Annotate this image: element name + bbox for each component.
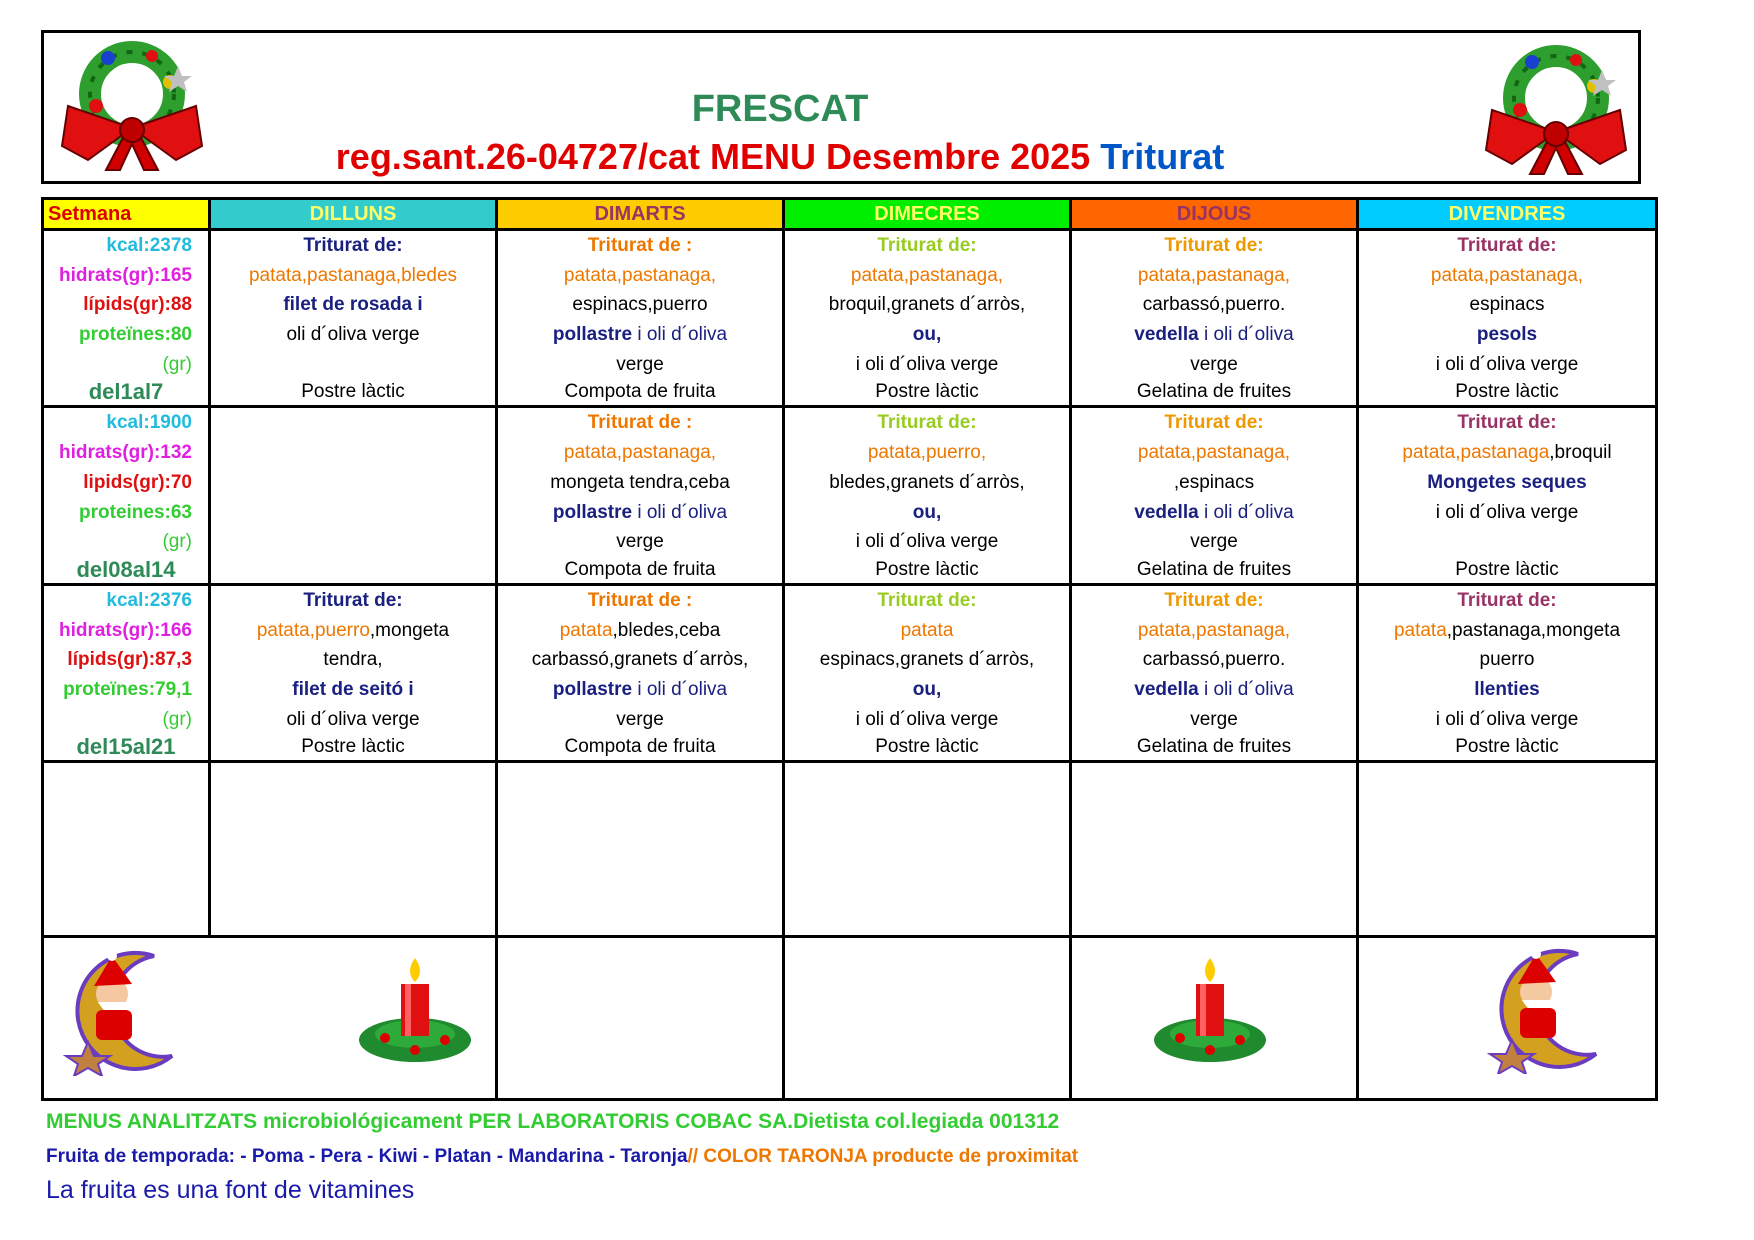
- meal-cell: [497, 407, 784, 584]
- decoration-cell: [784, 937, 1071, 1100]
- meal-line: [1072, 616, 1356, 646]
- meal-text: ,pastanaga,mongeta: [1446, 619, 1621, 641]
- decoration-row: [43, 937, 1657, 1100]
- meal-text: vedella: [1134, 501, 1199, 523]
- week-lipids: lípids(gr):87,3: [67, 649, 192, 671]
- meal-line: [1072, 290, 1356, 320]
- meal-text: patata,pastanaga,: [1137, 264, 1291, 286]
- meal-line: [1359, 408, 1655, 438]
- meal-line: [211, 350, 495, 380]
- meal-text: Postre làctic: [1455, 736, 1559, 758]
- meal-text: patata,pastanaga,: [1137, 442, 1291, 464]
- meal-line: [1359, 231, 1655, 261]
- meal-line: [1359, 290, 1655, 320]
- week-proteines: proteïnes:80: [79, 324, 192, 346]
- meal-line: [1359, 705, 1655, 735]
- meal-text: i oli d´oliva verge: [1435, 353, 1579, 375]
- meal-line: [498, 734, 782, 760]
- meal-text: patata: [900, 619, 954, 641]
- meal-line: [1072, 645, 1356, 675]
- page-title: [0, 136, 1560, 178]
- meal-text: broquil,granets d´arròs,: [828, 294, 1026, 316]
- meal-text: Gelatina de fruites: [1136, 381, 1292, 403]
- meal-text: filet de seitó i: [292, 678, 414, 700]
- meal-line: [498, 498, 782, 528]
- meal-line: [211, 320, 495, 350]
- meal-text: puerro: [1479, 649, 1535, 671]
- meal-cell: [210, 230, 497, 407]
- meal-line: [1359, 468, 1655, 498]
- meal-text: pesols: [1476, 324, 1538, 346]
- meal-line: [1072, 734, 1356, 760]
- meal-text: patata,puerro: [256, 619, 370, 641]
- day-header-divendres: DIVENDRES: [1358, 199, 1657, 230]
- meal-text: patata,pastanaga,: [1137, 619, 1291, 641]
- meal-text: ,broquil: [1549, 442, 1612, 464]
- meal-cell: [1071, 584, 1358, 761]
- meal-line: [785, 320, 1069, 350]
- meal-text: llenties: [1474, 678, 1540, 700]
- meal-text: patata,pastanaga,: [563, 442, 717, 464]
- meal-text: Triturat de:: [877, 235, 977, 256]
- week-row: [43, 230, 1657, 407]
- meal-line: [498, 675, 782, 705]
- meal-line: [211, 557, 495, 583]
- meal-line: [1072, 675, 1356, 705]
- meal-text: pollastre: [552, 324, 633, 346]
- meal-text: Compota de fruita: [564, 736, 716, 758]
- meal-line: [498, 645, 782, 675]
- meal-text: Triturat de:: [303, 235, 403, 256]
- meal-text: tendra,: [323, 649, 383, 671]
- meal-text: filet de rosada i: [283, 294, 423, 316]
- week-hidrats: hidrats(gr):132: [58, 442, 192, 464]
- seasonal-fruit-note: [46, 1146, 1078, 1168]
- meal-line: [211, 408, 495, 438]
- decoration-cell: [497, 937, 784, 1100]
- meal-line: [785, 586, 1069, 616]
- meal-line: [785, 734, 1069, 760]
- meal-line: [1072, 350, 1356, 380]
- meal-text: Postre làctic: [875, 558, 979, 580]
- meal-cell: [210, 584, 497, 761]
- meal-text: Triturat de:: [1164, 589, 1264, 611]
- meal-text: vedella: [1134, 678, 1199, 700]
- meal-cell: [784, 230, 1071, 407]
- meal-text: pollastre: [552, 678, 633, 700]
- meal-text: Triturat de:: [877, 589, 977, 611]
- meal-text: Postre làctic: [1455, 381, 1559, 403]
- week-kcal: kcal:1900: [106, 412, 192, 434]
- meal-text: Triturat de:: [303, 589, 403, 611]
- title-prefix: reg.sant.26-04727/cat MENU Desembre 2025: [335, 136, 1091, 177]
- week-range: del08al14: [76, 556, 176, 582]
- meal-text: oli d´oliva verge: [286, 708, 420, 730]
- meal-line: [1359, 261, 1655, 291]
- meal-line: [1072, 586, 1356, 616]
- meal-line: [1359, 616, 1655, 646]
- meal-text: espinacs,puerro: [572, 294, 708, 316]
- meal-text: ,espinacs: [1173, 471, 1255, 493]
- week-kcal: kcal:2376: [106, 589, 192, 611]
- meal-line: [1072, 320, 1356, 350]
- meal-line: [1072, 557, 1356, 583]
- meal-text: i oli d´oliva: [1198, 324, 1294, 346]
- week-lipids: lípids(gr):88: [83, 294, 192, 316]
- meal-line: [1072, 468, 1356, 498]
- meal-line: [211, 645, 495, 675]
- meal-line: [498, 527, 782, 557]
- meal-text: Triturat de:: [1457, 412, 1557, 434]
- meal-cell: [784, 407, 1071, 584]
- meal-line: [1072, 438, 1356, 468]
- meal-text: verge: [616, 531, 664, 553]
- meal-text: Compota de fruita: [564, 558, 716, 580]
- brand-title: FRESCAT: [691, 88, 869, 130]
- meal-text: ou,: [912, 501, 942, 523]
- vitamins-note: La fruita es una font de vitamines: [46, 1176, 415, 1204]
- meal-line: [785, 705, 1069, 735]
- week-info-cell: [43, 584, 210, 761]
- meal-line: [498, 468, 782, 498]
- meal-line: [1359, 527, 1655, 557]
- meal-text: Triturat de:: [1164, 235, 1264, 256]
- meal-text: ,mongeta: [369, 619, 450, 641]
- empty-cell: [1071, 762, 1358, 937]
- meal-line: [785, 231, 1069, 261]
- meal-text: i oli d´oliva verge: [855, 708, 999, 730]
- week-gr: (gr): [162, 531, 192, 553]
- week-range: del1al7: [88, 379, 164, 405]
- meal-cell: [1358, 584, 1657, 761]
- day-header-dijous: DIJOUS: [1071, 199, 1358, 230]
- meal-text: i oli d´oliva: [632, 678, 728, 700]
- meal-text: i oli d´oliva: [632, 324, 728, 346]
- empty-cell: [497, 762, 784, 937]
- meal-line: [498, 616, 782, 646]
- meal-line: [498, 320, 782, 350]
- meal-line: [785, 527, 1069, 557]
- meal-line: [785, 498, 1069, 528]
- meal-text: i oli d´oliva: [1198, 678, 1294, 700]
- meal-line: [211, 261, 495, 291]
- meal-text: verge: [616, 708, 664, 730]
- meal-text: Postre làctic: [875, 381, 979, 403]
- week-hidrats: hidrats(gr):165: [58, 264, 192, 286]
- meal-text: Mongetes seques: [1427, 471, 1587, 493]
- meal-text: patata,pastanaga,: [563, 264, 717, 286]
- meal-text: i oli d´oliva verge: [1435, 501, 1579, 523]
- week-gr: (gr): [162, 708, 192, 730]
- meal-text: ,bledes,ceba: [612, 619, 721, 641]
- meal-text: espinacs: [1469, 294, 1545, 316]
- day-header-dimarts: DIMARTS: [497, 199, 784, 230]
- meal-line: [211, 231, 495, 261]
- meal-text: vedella: [1134, 324, 1199, 346]
- meal-text: carbassó,puerro.: [1142, 294, 1286, 316]
- meal-line: [211, 379, 495, 405]
- meal-text: ou,: [912, 678, 942, 700]
- meal-line: [211, 438, 495, 468]
- meal-line: [211, 290, 495, 320]
- meal-text: oli d´oliva verge: [286, 324, 420, 346]
- meal-line: [785, 616, 1069, 646]
- meal-text: i oli d´oliva: [1198, 501, 1294, 523]
- meal-line: [1072, 527, 1356, 557]
- week-lipids: lipids(gr):70: [83, 471, 192, 493]
- meal-text: pollastre: [552, 501, 633, 523]
- meal-text: i oli d´oliva: [632, 501, 728, 523]
- meal-line: [785, 468, 1069, 498]
- week-hidrats: hidrats(gr):166: [58, 619, 192, 641]
- meal-text: ou,: [912, 324, 942, 346]
- meal-text: Postre làctic: [1455, 558, 1559, 580]
- meal-text: Postre làctic: [875, 736, 979, 758]
- meal-cell: [1071, 230, 1358, 407]
- meal-text: Triturat de:: [1457, 589, 1557, 611]
- meal-text: verge: [616, 353, 664, 375]
- week-kcal: kcal:2378: [106, 235, 192, 256]
- meal-line: [498, 350, 782, 380]
- empty-week-row: [43, 762, 1657, 937]
- meal-line: [498, 379, 782, 405]
- meal-text: verge: [1190, 708, 1238, 730]
- meal-text: i oli d´oliva verge: [855, 531, 999, 553]
- meal-text: Gelatina de fruites: [1136, 558, 1292, 580]
- meal-line: [1072, 261, 1356, 291]
- week-header: Setmana: [43, 199, 210, 230]
- meal-line: [211, 616, 495, 646]
- meal-line: [1359, 586, 1655, 616]
- meal-line: [785, 675, 1069, 705]
- meal-line: [1359, 498, 1655, 528]
- meal-line: [498, 705, 782, 735]
- meal-line: [211, 498, 495, 528]
- day-header-dilluns: DILLUNS: [210, 199, 497, 230]
- week-info-cell: [43, 407, 210, 584]
- meal-line: [785, 645, 1069, 675]
- meal-text: mongeta tendra,ceba: [550, 471, 730, 493]
- meal-text: patata,pastanaga,: [850, 264, 1004, 286]
- analysis-note: MENUS ANALITZATS microbiológicament PER LABORATORIS COBAC SA.Dietista col.legiada 001312: [46, 1110, 1060, 1133]
- day-header-dimecres: DIMECRES: [784, 199, 1071, 230]
- meal-text: patata,pastanaga: [1402, 442, 1550, 464]
- meal-cell: [1358, 230, 1657, 407]
- meal-line: [1072, 379, 1356, 405]
- empty-cell: [43, 762, 210, 937]
- meal-text: Triturat de :: [587, 589, 693, 611]
- empty-cell: [1358, 762, 1657, 937]
- proximity-note: // COLOR TARONJA producte de proximitat: [687, 1146, 1079, 1167]
- santa-icon: [54, 946, 194, 1076]
- meal-cell: [784, 584, 1071, 761]
- meal-line: [498, 290, 782, 320]
- candle-icon: [355, 954, 475, 1074]
- meal-line: [211, 734, 495, 760]
- meal-text: patata,pastanaga,: [1430, 264, 1584, 286]
- empty-cell: [210, 762, 497, 937]
- meal-line: [785, 350, 1069, 380]
- week-proteines: proteines:63: [79, 501, 192, 523]
- week-info-cell: [43, 230, 210, 407]
- empty-cell: [784, 762, 1071, 937]
- meal-text: carbassó,puerro.: [1142, 649, 1286, 671]
- meal-line: [1359, 645, 1655, 675]
- meal-line: [211, 705, 495, 735]
- meal-line: [498, 557, 782, 583]
- meal-line: [785, 408, 1069, 438]
- meal-text: Triturat de :: [587, 235, 693, 256]
- meal-line: [498, 408, 782, 438]
- week-range: del15al21: [76, 734, 176, 760]
- meal-line: [785, 261, 1069, 291]
- meal-text: Compota de fruita: [564, 381, 716, 403]
- meal-text: patata: [1393, 619, 1447, 641]
- meal-line: [211, 527, 495, 557]
- meal-line: [498, 438, 782, 468]
- seasonal-fruit-list: Fruita de temporada: - Poma - Pera - Kiwi - Platan - Mandarina - Taronja: [46, 1146, 688, 1167]
- week-gr: (gr): [162, 353, 192, 375]
- meal-text: Triturat de:: [1457, 235, 1557, 256]
- meal-line: [785, 438, 1069, 468]
- meal-text: bledes,granets d´arròs,: [829, 471, 1025, 493]
- meal-line: [1359, 379, 1655, 405]
- meal-line: [1359, 438, 1655, 468]
- meal-line: [1359, 675, 1655, 705]
- meal-text: Triturat de :: [587, 412, 693, 434]
- meal-line: [498, 231, 782, 261]
- meal-text: Postre làctic: [301, 736, 405, 758]
- meal-line: [211, 468, 495, 498]
- meal-text: Postre làctic: [301, 381, 405, 403]
- meal-cell: [1071, 407, 1358, 584]
- meal-line: [1359, 557, 1655, 583]
- meal-text: patata: [559, 619, 613, 641]
- week-proteines: proteïnes:79,1: [63, 678, 192, 700]
- meal-text: patata,pastanaga,bledes: [248, 264, 458, 286]
- meal-line: [498, 586, 782, 616]
- santa-icon: [1478, 944, 1618, 1074]
- menu-table: [41, 197, 1658, 1101]
- meal-line: [1359, 350, 1655, 380]
- meal-text: Triturat de:: [1164, 412, 1264, 434]
- meal-line: [785, 379, 1069, 405]
- meal-line: [1359, 320, 1655, 350]
- meal-text: Triturat de:: [877, 412, 977, 434]
- meal-cell: [497, 230, 784, 407]
- meal-line: [1072, 231, 1356, 261]
- candle-icon: [1150, 954, 1270, 1074]
- day-header-row: [43, 199, 1657, 230]
- meal-text: verge: [1190, 531, 1238, 553]
- week-row: [43, 407, 1657, 584]
- week-row: [43, 584, 1657, 761]
- meal-line: [211, 675, 495, 705]
- title-suffix: Triturat: [1100, 136, 1225, 177]
- meal-line: [1359, 734, 1655, 760]
- meal-text: verge: [1190, 353, 1238, 375]
- meal-line: [1072, 408, 1356, 438]
- meal-text: patata,puerro,: [867, 442, 987, 464]
- meal-cell: [497, 584, 784, 761]
- meal-line: [211, 586, 495, 616]
- meal-text: espinacs,granets d´arròs,: [819, 649, 1035, 671]
- meal-line: [1072, 498, 1356, 528]
- meal-text: Gelatina de fruites: [1136, 736, 1292, 758]
- meal-line: [785, 290, 1069, 320]
- meal-line: [1072, 705, 1356, 735]
- meal-cell: [1358, 407, 1657, 584]
- meal-text: i oli d´oliva verge: [855, 353, 999, 375]
- meal-text: i oli d´oliva verge: [1435, 708, 1579, 730]
- meal-line: [498, 261, 782, 291]
- meal-line: [785, 557, 1069, 583]
- meal-text: carbassó,granets d´arròs,: [531, 649, 749, 671]
- meal-cell: [210, 407, 497, 584]
